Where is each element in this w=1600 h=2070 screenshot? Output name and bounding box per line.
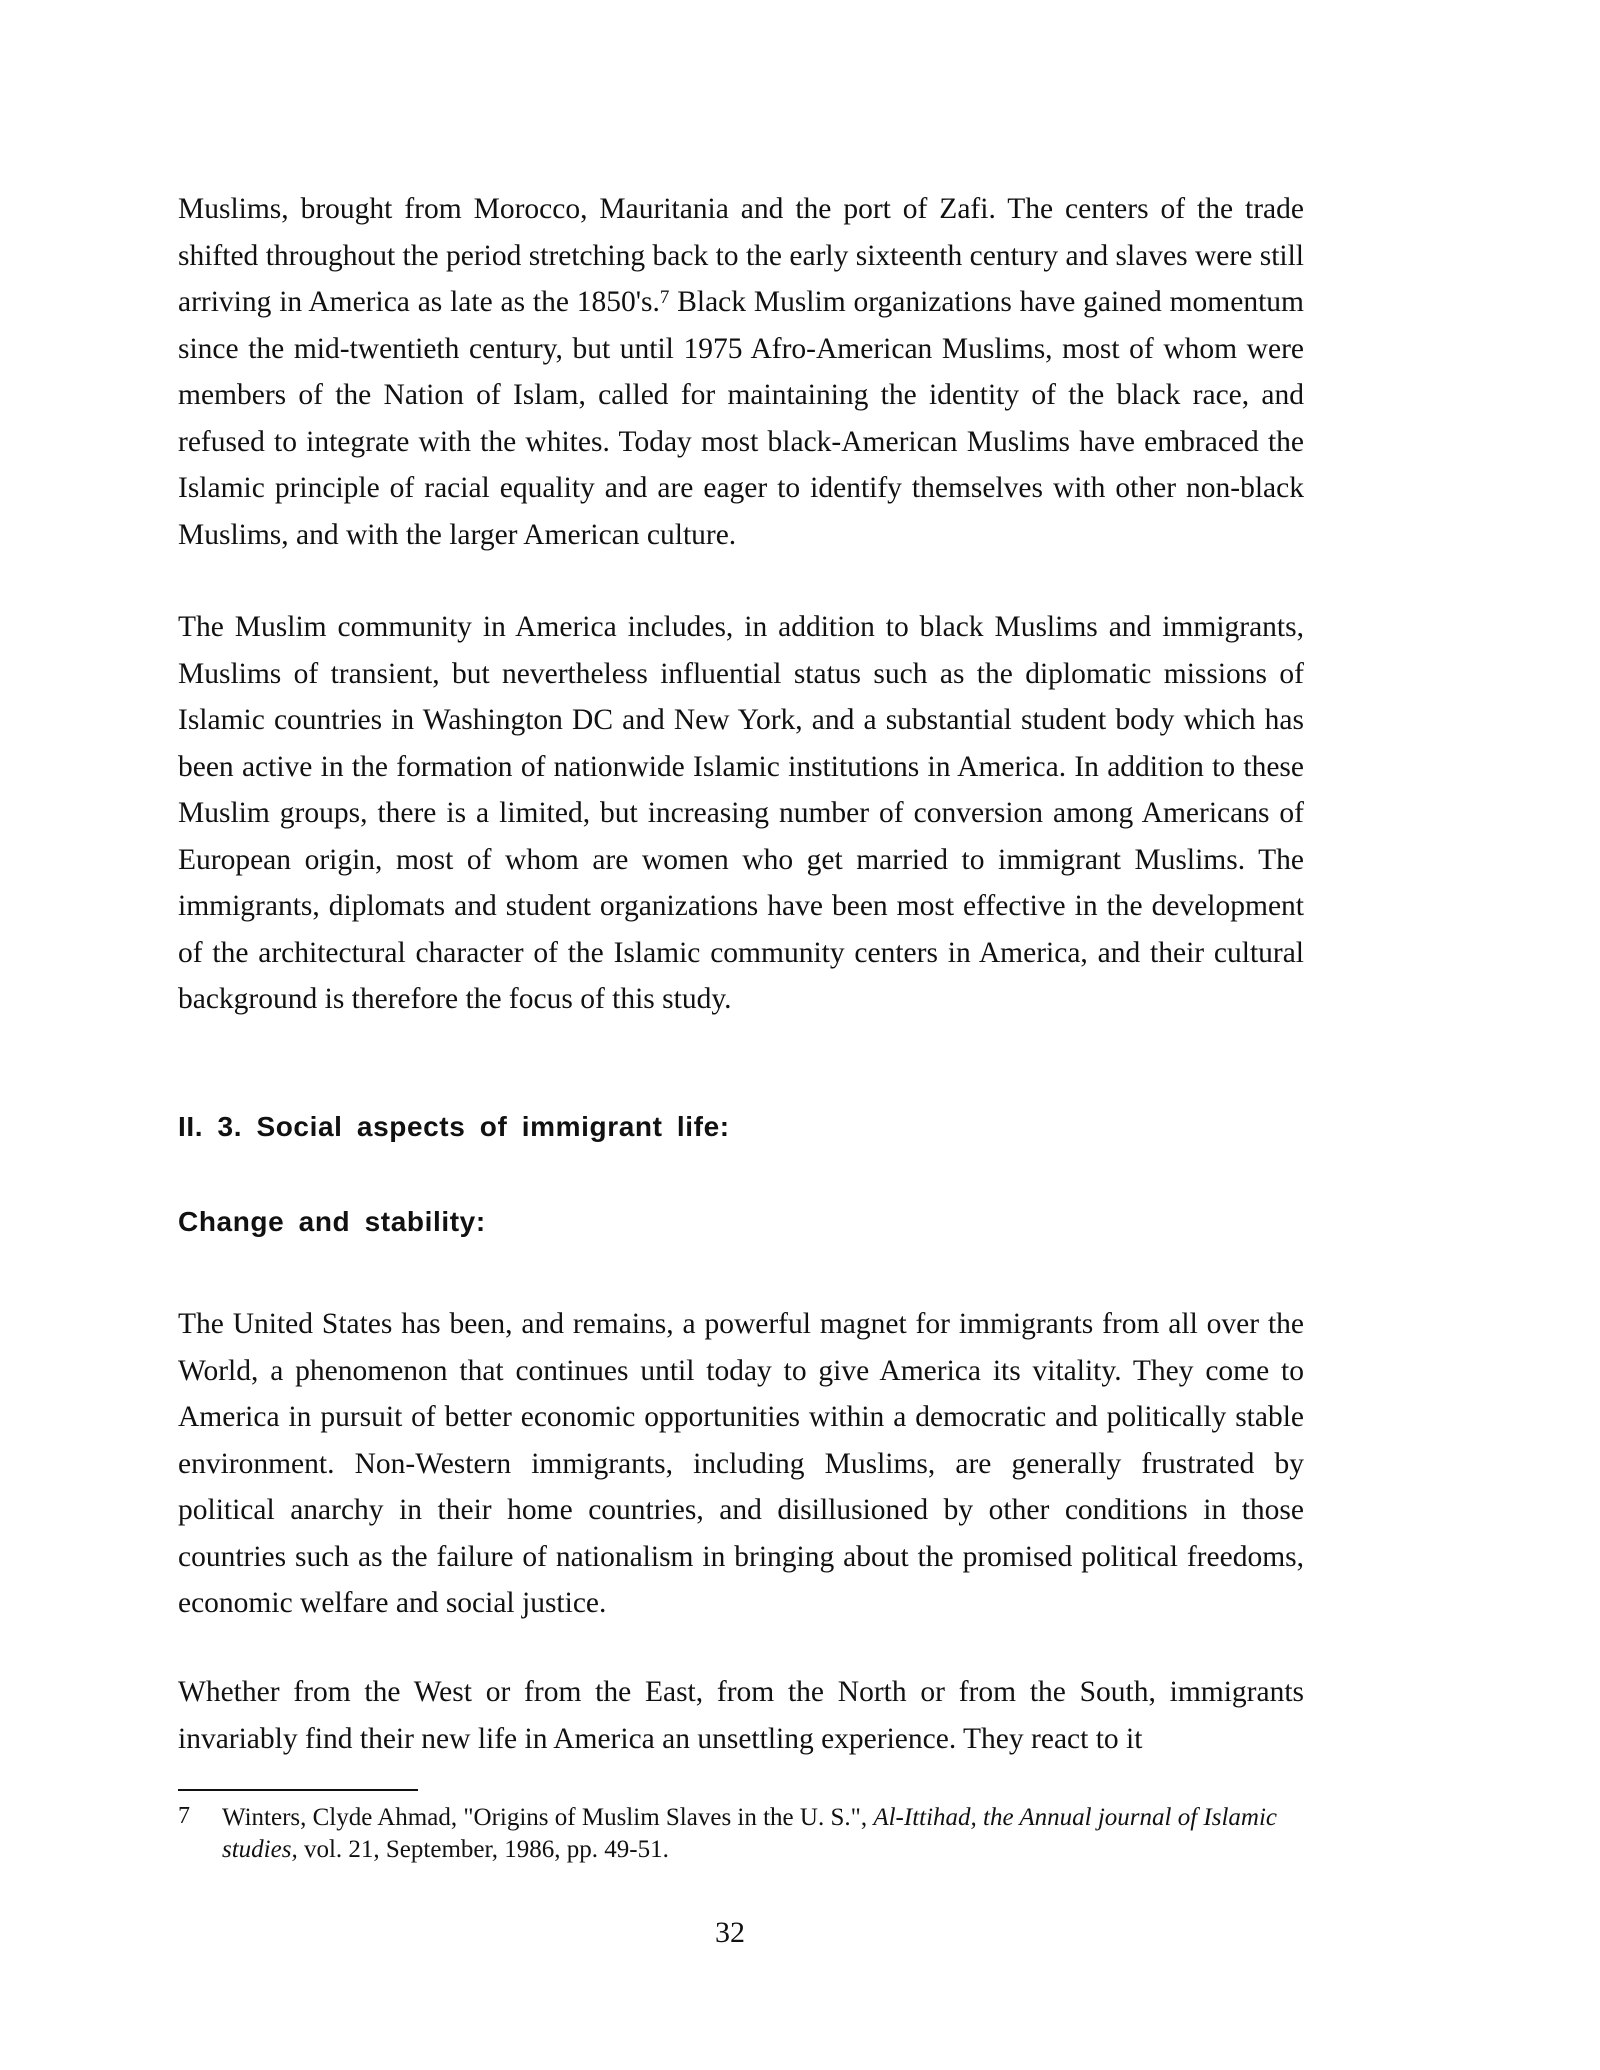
footnote-divider — [178, 1789, 418, 1791]
paragraph-muslim-community: The Muslim community in America includes, in addition to black Muslims and immigrants, Muslims of transient, but nevertheless influential status such as the diplomatic missions of Islamic countries in Washington DC and New York, and a substantial student body which has been active in the formation of nationwide Islamic institutions in America. In addition to these Muslim groups, there is a limited, but increasing number of conversion among Americans of European origin, most of whom are women who get married to immigrant Muslims. The immigrants, diplomats and student organizations have been most effective in the development of the architectural character of the Islamic community centers in America, and their cultural background is therefore the focus of this study. — [178, 611, 1304, 1015]
footnote — [178, 1802, 1304, 1866]
subsection-heading: Change and stability: — [178, 1206, 486, 1237]
paragraph-text: Muslims, brought from Morocco, Mauritania and the port of Zafi. The centers of the trade shifted throughout the period stretching back to the early sixteenth century and slaves were still arriving in America as late as the 1850's. — [178, 193, 1304, 318]
section-heading: II. 3. Social aspects of immigrant life: — [178, 1111, 730, 1142]
footnote-text — [222, 1802, 1304, 1866]
footnote-reference: 7 — [659, 287, 670, 308]
paragraph-united-states: The United States has been, and remains, a powerful magnet for immigrants from all over the World, a phenomenon that continues until today to give America its vitality. They come to America in pursuit of better economic opportunities within a democratic and politically stable environment. Non-Western immigrants, including Muslims, are generally frustrated by political anarchy in their home countries, and disillusioned by other conditions in those countries such as the failure of nationalism in bringing about the promised political freedoms, economic welfare and social justice. — [178, 1308, 1304, 1619]
page-number: 32 — [715, 1916, 745, 1949]
footnote-citation: Winters, Clyde Ahmad, "Origins of Muslim Slaves in the U. S.", — [222, 1804, 874, 1831]
paragraph-text: Black Muslim organizations have gained momentum since the mid-twentieth century, but until 1975 Afro-American Muslims, most of whom were members of the Nation of Islam, called for maintaining the identity of the black race, and refused to integrate with the whites. Today most black-American Muslims have embraced the Islamic principle of racial equality and are eager to identify themselves with other non-black Muslims, and with the larger American culture. — [178, 286, 1304, 551]
footnote-citation-details: vol. 21, September, 1986, pp. 49-51. — [297, 1836, 669, 1863]
footnote-number: 7 — [178, 1803, 190, 1829]
paragraph-immigrants: Whether from the West or from the East, from the North or from the South, immigrants invariably find their new life in America an unsettling experience. They react to it — [178, 1676, 1304, 1755]
footnote-journal-title: Al-Ittihad, the Annual journal of Islamic studies, — [222, 1804, 1278, 1863]
paragraph-muslim-slaves — [178, 186, 1304, 558]
